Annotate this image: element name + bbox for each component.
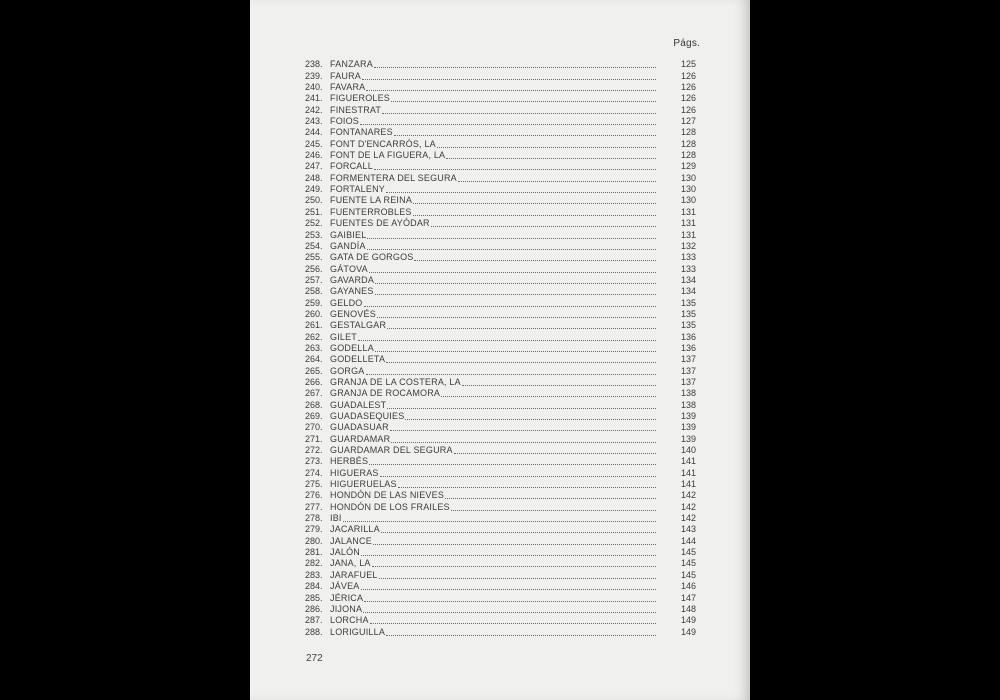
- dot-leader: [386, 635, 656, 636]
- entry-page-number: 131: [680, 206, 696, 217]
- entry-number: 272.: [305, 445, 323, 456]
- entry-number: 283.: [305, 569, 323, 580]
- entry-number: 284.: [305, 581, 323, 592]
- entry-page-number: 125: [680, 59, 696, 70]
- entry-page-number: 137: [680, 376, 696, 387]
- entry-number: 240.: [305, 82, 323, 93]
- dot-leader: [375, 294, 656, 295]
- entry-title: GUARDAMAR: [330, 433, 391, 444]
- dot-leader: [390, 430, 656, 431]
- entry-title: HIGUERUELAS: [330, 479, 397, 490]
- entry-number: 271.: [305, 433, 323, 444]
- dot-leader: [374, 67, 656, 68]
- dot-leader: [369, 464, 656, 465]
- toc-entry: [305, 59, 696, 70]
- entry-title: GAIBIEL: [330, 229, 367, 240]
- entry-title: IBI: [330, 513, 342, 524]
- entry-page-number: 148: [680, 603, 696, 614]
- entry-number: 276.: [305, 490, 323, 501]
- entry-page-number: 136: [680, 342, 696, 353]
- toc-entry: [305, 104, 696, 115]
- entry-number: 242.: [305, 104, 323, 115]
- entry-number: 250.: [305, 195, 323, 206]
- entry-number: 261.: [305, 320, 323, 331]
- entry-title: FINESTRAT: [330, 104, 382, 115]
- toc-entry: [305, 604, 696, 615]
- toc-entry: [305, 377, 696, 388]
- entry-page-number: 136: [680, 331, 696, 342]
- entry-page-number: 126: [680, 93, 696, 104]
- entry-title: JANA, LA: [330, 558, 371, 569]
- entry-number: 269.: [305, 411, 323, 421]
- toc-entry: [305, 433, 696, 444]
- dot-leader: [462, 385, 656, 386]
- entry-number: 281.: [305, 547, 323, 558]
- entry-page-number: 135: [680, 297, 696, 308]
- entry-page-number: 141: [680, 456, 696, 467]
- entry-page-number: 145: [680, 547, 696, 558]
- entry-number: 279.: [305, 524, 323, 535]
- dot-leader: [446, 158, 656, 159]
- entry-number: 264.: [305, 354, 323, 365]
- entry-title: FORTALENY: [330, 184, 385, 195]
- entry-number: 265.: [305, 365, 323, 376]
- entry-number: 262.: [305, 331, 323, 342]
- entry-page-number: 138: [680, 399, 696, 410]
- entry-number: 285.: [305, 592, 323, 603]
- entry-title: GODELLA: [330, 342, 374, 353]
- entry-page-number: 137: [680, 365, 696, 376]
- entry-title: GENOVÉS: [330, 308, 376, 319]
- entry-number: 251.: [305, 206, 323, 217]
- toc-entry: [305, 343, 696, 354]
- entry-title: JACARILLA: [330, 524, 380, 535]
- toc-entry: [305, 297, 696, 308]
- entry-title: GORGA: [330, 365, 365, 376]
- toc-entry: [305, 490, 696, 501]
- dot-leader: [387, 328, 656, 329]
- entry-title: GUARDAMAR DEL SEGURA: [330, 445, 453, 456]
- entry-number: 248.: [305, 172, 323, 183]
- entry-page-number: 133: [680, 263, 696, 274]
- entry-number: 286.: [305, 603, 323, 614]
- toc-entry: [305, 138, 696, 149]
- toc-entry: [305, 501, 696, 512]
- document-page: [250, 0, 750, 700]
- entry-page-number: 149: [680, 626, 696, 637]
- entry-title: GANDÍA: [330, 240, 366, 251]
- dot-leader: [360, 124, 656, 125]
- toc-entry: [305, 411, 696, 422]
- entry-page-number: 131: [680, 229, 696, 240]
- entry-page-number: 134: [680, 274, 696, 285]
- entry-page-number: 133: [680, 252, 696, 263]
- entry-number: 247.: [305, 161, 323, 172]
- entry-number: 257.: [305, 274, 323, 285]
- entry-title: FAURA: [330, 70, 362, 81]
- toc-entry: [305, 286, 696, 297]
- entry-number: 244.: [305, 127, 323, 138]
- dot-leader: [454, 453, 656, 454]
- dot-leader: [375, 351, 656, 352]
- entry-title: GUADASUAR: [330, 422, 389, 433]
- entry-title: FAVARA: [330, 82, 366, 93]
- dot-leader: [441, 396, 656, 397]
- entry-number: 249.: [305, 184, 323, 195]
- entry-page-number: 126: [680, 82, 696, 93]
- toc-entry: [305, 161, 696, 172]
- entry-page-number: 141: [680, 479, 696, 490]
- dot-leader: [379, 578, 656, 579]
- toc-entry: [305, 399, 696, 410]
- entry-page-number: 141: [680, 467, 696, 478]
- entry-number: 260.: [305, 308, 323, 319]
- entry-title: FIGUEROLES: [330, 93, 391, 104]
- toc-entry: [305, 331, 696, 342]
- toc-entry: [305, 467, 696, 478]
- entry-title: FUENTES DE AYÓDAR: [330, 218, 430, 229]
- toc-entry: [305, 93, 696, 104]
- entry-number: 241.: [305, 93, 323, 104]
- entry-title: FOIOS: [330, 116, 360, 127]
- entry-title: LORCHA: [330, 615, 369, 626]
- entry-number: 252.: [305, 218, 323, 229]
- entry-page-number: 139: [680, 411, 696, 421]
- entry-number: 270.: [305, 422, 323, 433]
- entry-number: 255.: [305, 252, 323, 263]
- entry-page-number: 147: [680, 592, 696, 603]
- entry-page-number: 128: [680, 138, 696, 149]
- toc-entry: [305, 456, 696, 467]
- toc-entry: [305, 184, 696, 195]
- toc-entry: [305, 320, 696, 331]
- entry-number: 278.: [305, 513, 323, 524]
- entry-number: 280.: [305, 535, 323, 546]
- entry-number: 268.: [305, 399, 323, 410]
- entry-title: HERBÉS: [330, 456, 369, 467]
- entry-number: 254.: [305, 240, 323, 251]
- entry-title: FONT DE LA FIGUERA, LA: [330, 150, 446, 161]
- entry-title: FONTANARES: [330, 127, 393, 138]
- toc-entry: [305, 524, 696, 535]
- entry-page-number: 128: [680, 150, 696, 161]
- toc-entry: [305, 547, 696, 558]
- entry-page-number: 127: [680, 116, 696, 127]
- entry-page-number: 126: [680, 70, 696, 81]
- toc-entry: [305, 592, 696, 603]
- toc-entry: [305, 229, 696, 240]
- entry-number: 239.: [305, 70, 323, 81]
- entry-number: 263.: [305, 342, 323, 353]
- dot-leader: [374, 169, 656, 170]
- dot-leader: [367, 238, 656, 239]
- toc-entry: [305, 479, 696, 490]
- toc-entry: [305, 569, 696, 580]
- toc-entry: [305, 172, 696, 183]
- entry-page-number: 144: [680, 535, 696, 546]
- toc-entry: [305, 558, 696, 569]
- entry-page-number: 142: [680, 513, 696, 524]
- entry-title: GRANJA DE LA COSTERA, LA: [330, 376, 461, 387]
- dot-leader: [380, 476, 656, 477]
- entry-number: 273.: [305, 456, 323, 467]
- dot-leader: [366, 90, 656, 91]
- dot-leader: [387, 408, 656, 409]
- entry-title: JÁVEA: [330, 581, 360, 592]
- dot-leader: [451, 510, 656, 511]
- entry-number: 253.: [305, 229, 323, 240]
- dot-leader: [361, 589, 656, 590]
- entry-number: 274.: [305, 467, 323, 478]
- dot-leader: [367, 249, 656, 250]
- dot-leader: [358, 340, 656, 341]
- toc-entry: [305, 195, 696, 206]
- dot-leader: [373, 544, 656, 545]
- dot-leader: [366, 374, 656, 375]
- entry-number: 267.: [305, 388, 323, 399]
- entry-number: 258.: [305, 286, 323, 297]
- toc-entry: [305, 388, 696, 399]
- entry-page-number: 145: [680, 569, 696, 580]
- entry-title: FANZARA: [330, 59, 373, 70]
- dot-leader: [437, 147, 656, 148]
- entry-page-number: 137: [680, 354, 696, 365]
- toc-entry: [305, 241, 696, 252]
- entry-title: GODELLETA: [330, 354, 386, 365]
- entry-page-number: 134: [680, 286, 696, 297]
- entry-title: LORIGUILLA: [330, 626, 386, 637]
- entry-number: 243.: [305, 116, 323, 127]
- toc-entry: [305, 252, 696, 263]
- entry-page-number: 140: [680, 445, 696, 456]
- entry-title: GELDO: [330, 297, 363, 308]
- entry-title: GESTALGAR: [330, 320, 387, 331]
- entry-title: FONT D'ENCARRÓS, LA: [330, 138, 436, 149]
- entry-number: 238.: [305, 59, 323, 70]
- entry-title: JARAFUEL: [330, 569, 378, 580]
- dot-leader: [413, 203, 656, 204]
- entry-number: 246.: [305, 150, 323, 161]
- entry-number: 266.: [305, 376, 323, 387]
- entry-title: JALANCE: [330, 535, 372, 546]
- toc-entry: [305, 275, 696, 286]
- entry-title: JÉRICA: [330, 592, 364, 603]
- entry-number: 259.: [305, 297, 323, 308]
- entry-title: FUENTERROBLES: [330, 206, 412, 217]
- dot-leader: [405, 419, 656, 420]
- toc-entry: [305, 82, 696, 93]
- toc-entry: [305, 615, 696, 626]
- entry-page-number: 142: [680, 490, 696, 501]
- dot-leader: [363, 612, 656, 613]
- entry-page-number: 138: [680, 388, 696, 399]
- dot-leader: [445, 498, 656, 499]
- toc-entry: [305, 218, 696, 229]
- dot-leader: [414, 260, 656, 261]
- entry-page-number: 132: [680, 240, 696, 251]
- entry-title: GAYANES: [330, 286, 374, 297]
- entry-page-number: 126: [680, 104, 696, 115]
- dot-leader: [372, 566, 656, 567]
- entry-title: GILET: [330, 331, 358, 342]
- toc-entry: [305, 127, 696, 138]
- dot-leader: [343, 521, 656, 522]
- entry-page-number: 128: [680, 127, 696, 138]
- toc-entry: [305, 70, 696, 81]
- toc-entry: [305, 365, 696, 376]
- entry-page-number: 135: [680, 308, 696, 319]
- dot-leader: [386, 192, 656, 193]
- entry-number: 282.: [305, 558, 323, 569]
- dot-leader: [361, 555, 656, 556]
- entry-title: GUADALEST: [330, 399, 387, 410]
- entry-page-number: 131: [680, 218, 696, 229]
- dot-leader: [458, 181, 656, 182]
- entry-page-number: 130: [680, 195, 696, 206]
- entry-title: FORCALL: [330, 161, 373, 172]
- entry-number: 275.: [305, 479, 323, 490]
- toc-entry: [305, 263, 696, 274]
- dot-leader: [394, 135, 656, 136]
- toc-entry: [305, 626, 696, 637]
- toc-entry: [305, 581, 696, 592]
- entry-title: HONDÓN DE LOS FRAILES: [330, 501, 450, 512]
- entry-page-number: 145: [680, 558, 696, 569]
- entry-title: HONDÓN DE LAS NIEVES: [330, 490, 445, 501]
- entry-page-number: 130: [680, 184, 696, 195]
- entry-number: 288.: [305, 626, 323, 637]
- toc-entry: [305, 422, 696, 433]
- entry-number: 287.: [305, 615, 323, 626]
- entry-page-number: 146: [680, 581, 696, 592]
- dot-leader: [369, 272, 656, 273]
- dot-leader: [362, 79, 656, 80]
- entry-page-number: 142: [680, 501, 696, 512]
- entry-title: GUADASEQUIES: [330, 411, 405, 421]
- page-number: 272: [306, 653, 323, 664]
- entry-number: 277.: [305, 501, 323, 512]
- table-of-contents: [305, 59, 696, 638]
- dot-leader: [377, 317, 656, 318]
- dot-leader: [391, 442, 656, 443]
- entry-title: GATA DE GORGOS: [330, 252, 414, 263]
- entry-title: GÁTOVA: [330, 263, 368, 274]
- entry-title: FORMENTERA DEL SEGURA: [330, 172, 457, 183]
- toc-entry: [305, 150, 696, 161]
- entry-title: GAVARDA: [330, 274, 375, 285]
- toc-entry: [305, 116, 696, 127]
- toc-entry: [305, 354, 696, 365]
- entry-title: JALÓN: [330, 547, 361, 558]
- dot-leader: [398, 487, 656, 488]
- dot-leader: [364, 306, 656, 307]
- entry-page-number: 143: [680, 524, 696, 535]
- dot-leader: [375, 283, 656, 284]
- dot-leader: [364, 601, 656, 602]
- entry-number: 245.: [305, 138, 323, 149]
- dot-leader: [431, 226, 656, 227]
- entry-page-number: 135: [680, 320, 696, 331]
- toc-entry: [305, 309, 696, 320]
- dot-leader: [391, 101, 656, 102]
- entry-title: JIJONA: [330, 603, 363, 614]
- toc-entry: [305, 535, 696, 546]
- toc-entry: [305, 206, 696, 217]
- dot-leader: [381, 532, 656, 533]
- dot-leader: [386, 362, 656, 363]
- entry-page-number: 139: [680, 422, 696, 433]
- toc-entry: [305, 445, 696, 456]
- pages-column-header: Págs.: [673, 38, 700, 49]
- entry-title: HIGUERAS: [330, 467, 379, 478]
- entry-title: FUENTE LA REINA: [330, 195, 413, 206]
- dot-leader: [413, 215, 656, 216]
- entry-page-number: 149: [680, 615, 696, 626]
- toc-entry: [305, 513, 696, 524]
- entry-number: 256.: [305, 263, 323, 274]
- dot-leader: [370, 623, 656, 624]
- entry-page-number: 130: [680, 172, 696, 183]
- entry-page-number: 139: [680, 433, 696, 444]
- entry-title: GRANJA DE ROCAMORA: [330, 388, 441, 399]
- entry-page-number: 129: [680, 161, 696, 172]
- dot-leader: [382, 113, 656, 114]
